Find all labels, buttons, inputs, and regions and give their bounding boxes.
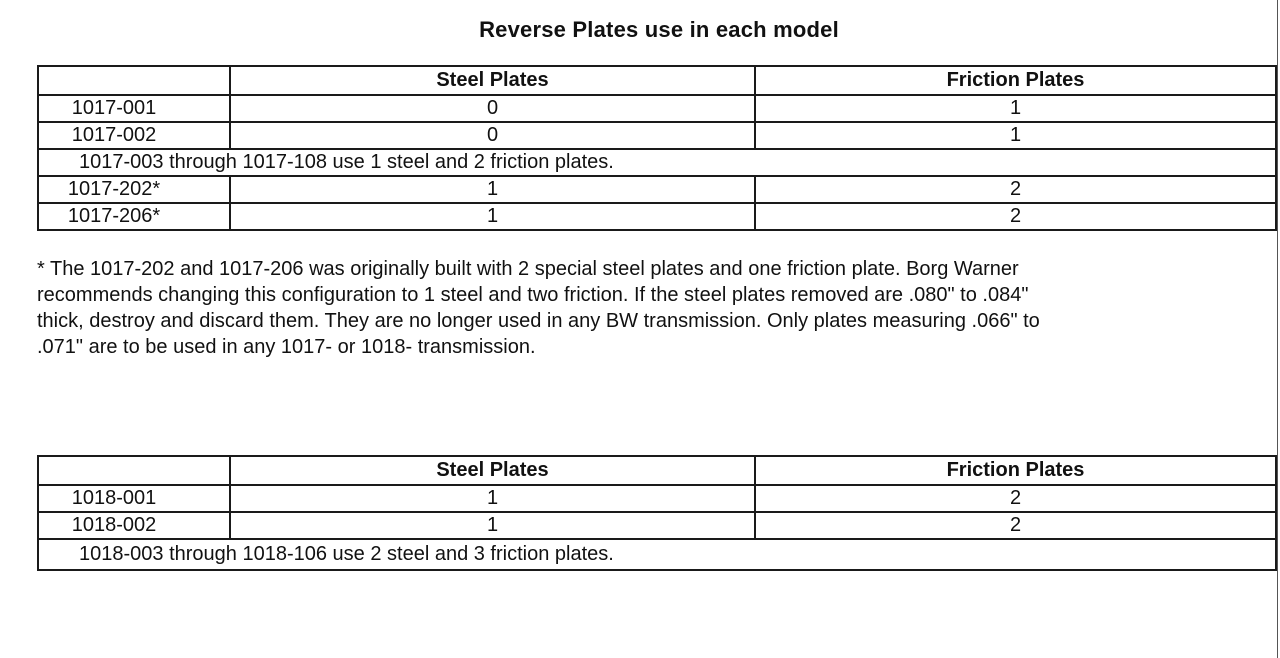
table-span-row (38, 539, 1276, 570)
steel-count-cell: 1 (230, 512, 755, 539)
header-steel-plates: Steel Plates (230, 456, 755, 485)
friction-count-cell: 2 (755, 203, 1276, 230)
steel-count-cell: 0 (230, 95, 755, 122)
footnote-line: .071" are to be used in any 1017- or 1018- transmission. (37, 336, 536, 358)
header-model (38, 456, 230, 485)
reverse-plates-table-1018 (37, 455, 1277, 571)
table-row (38, 203, 1276, 230)
friction-count-cell: 2 (755, 485, 1276, 512)
model-cell: 1017-002 (38, 122, 230, 149)
table-header-row (38, 66, 1276, 95)
model-cell: 1017-001 (38, 95, 230, 122)
footnote-line: thick, destroy and discard them. They are no longer used in any BW transmission. Only plates measuring .066" to (37, 310, 1040, 332)
footnote-line: * The 1017-202 and 1017-206 was originally built with 2 special steel plates and one friction plate. Borg Warner (37, 258, 1019, 280)
steel-count-cell: 1 (230, 485, 755, 512)
reverse-plates-table-1017 (37, 65, 1277, 231)
footnote (37, 256, 1277, 360)
range-note-cell: 1018-003 through 1018-106 use 2 steel and 3 friction plates. (38, 539, 1276, 570)
table-span-row (38, 149, 1276, 176)
scan-edge-line (1277, 0, 1278, 658)
model-cell: 1017-206* (38, 203, 230, 230)
table-header-row (38, 456, 1276, 485)
page-title: Reverse Plates use in each model (479, 17, 839, 42)
steel-count-cell: 1 (230, 203, 755, 230)
friction-count-cell: 1 (755, 95, 1276, 122)
footnote-line: recommends changing this configuration to 1 steel and two friction. If the steel plates removed are .080" to .084" (37, 284, 1029, 306)
steel-count-cell: 0 (230, 122, 755, 149)
table-row (38, 176, 1276, 203)
header-steel-plates: Steel Plates (230, 66, 755, 95)
table-row (38, 122, 1276, 149)
table-row (38, 485, 1276, 512)
friction-count-cell: 2 (755, 176, 1276, 203)
header-model (38, 66, 230, 95)
friction-count-cell: 1 (755, 122, 1276, 149)
header-friction-plates: Friction Plates (755, 66, 1276, 95)
model-cell: 1018-001 (38, 485, 230, 512)
steel-count-cell: 1 (230, 176, 755, 203)
table-row (38, 95, 1276, 122)
header-friction-plates: Friction Plates (755, 456, 1276, 485)
friction-count-cell: 2 (755, 512, 1276, 539)
range-note-cell: 1017-003 through 1017-108 use 1 steel and 2 friction plates. (38, 149, 1276, 176)
model-cell: 1018-002 (38, 512, 230, 539)
model-cell: 1017-202* (38, 176, 230, 203)
table-row (38, 512, 1276, 539)
